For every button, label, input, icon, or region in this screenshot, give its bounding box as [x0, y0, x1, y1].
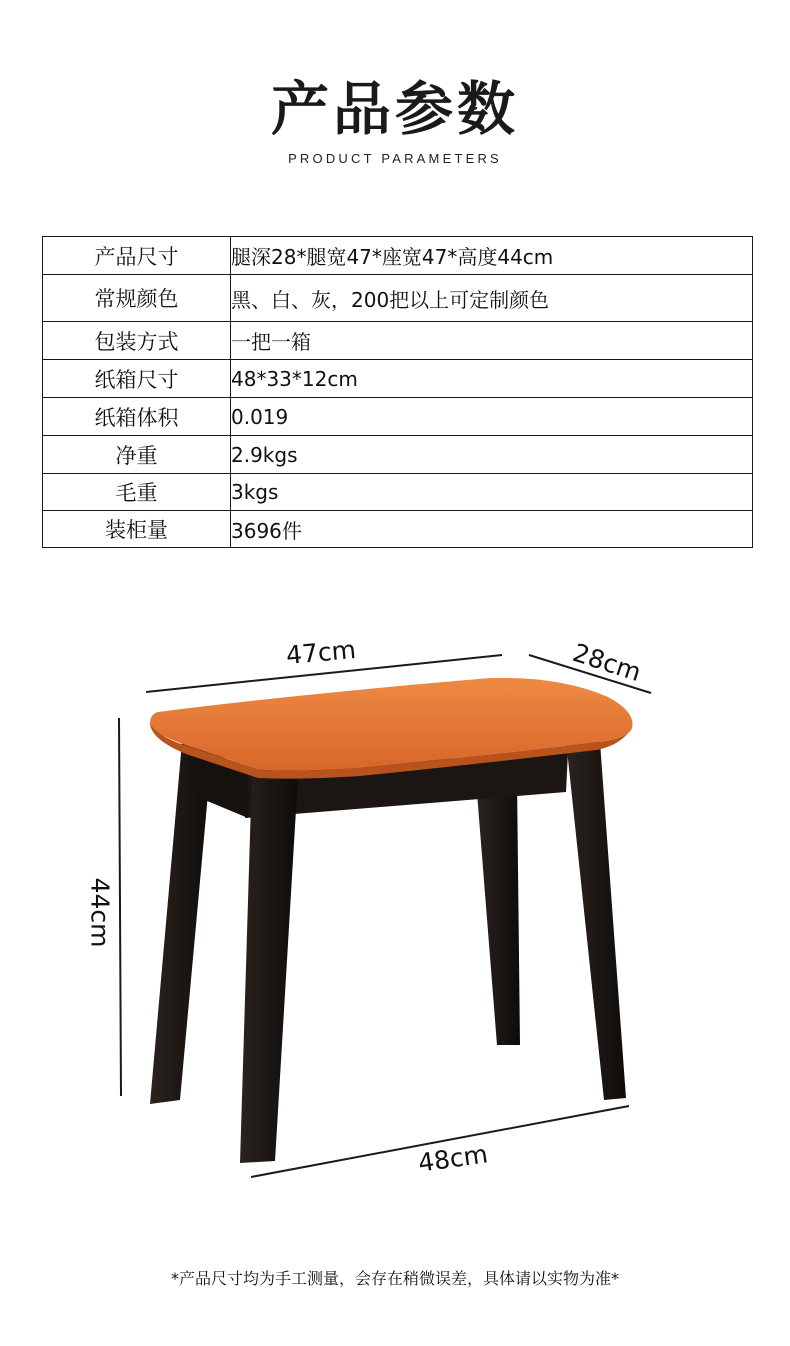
param-label: 常规颜色 [43, 275, 231, 322]
param-value: 黑、白、灰，200把以上可定制颜色 [231, 275, 753, 322]
height-line [119, 718, 121, 1096]
param-value: 0.019 [231, 398, 753, 436]
param-label: 纸箱尺寸 [43, 360, 231, 398]
disclaimer-note: *产品尺寸均为手工测量，会存在稍微误差，具体请以实物为准* [170, 1269, 619, 1288]
param-label: 包装方式 [43, 322, 231, 360]
seat-width-label: 47cm [284, 635, 358, 670]
page-title: 产品参数 [270, 75, 519, 143]
param-value: 2.9kgs [231, 436, 753, 474]
base-width-label: 48cm [416, 1139, 490, 1178]
table-row [43, 398, 753, 436]
param-value: 48*33*12cm [231, 360, 753, 398]
param-label: 纸箱体积 [43, 398, 231, 436]
param-value: 3696件 [231, 511, 753, 548]
param-value: 腿深28*腿宽47*座宽47*高度44cm [231, 237, 753, 275]
param-value: 一把一箱 [231, 322, 753, 360]
parameters-table [42, 236, 753, 548]
front-left-leg [240, 770, 298, 1163]
param-value: 3kgs [231, 474, 753, 511]
table-row [43, 322, 753, 360]
table-row [43, 436, 753, 474]
param-label: 产品尺寸 [43, 237, 231, 275]
stool-dimension-figure [0, 620, 790, 1210]
height-label: 44cm [85, 877, 115, 948]
table-row [43, 474, 753, 511]
table-row [43, 511, 753, 548]
depth-label: 28cm [569, 637, 645, 688]
param-label: 装柜量 [43, 511, 231, 548]
param-label: 毛重 [43, 474, 231, 511]
param-label: 净重 [43, 436, 231, 474]
back-right-leg [476, 780, 520, 1045]
stool-illustration [0, 620, 790, 1210]
table-row [43, 237, 753, 275]
table-row [43, 360, 753, 398]
page-subtitle: PRODUCT PARAMETERS [288, 151, 502, 166]
front-right-leg [566, 740, 626, 1100]
table-row [43, 275, 753, 322]
